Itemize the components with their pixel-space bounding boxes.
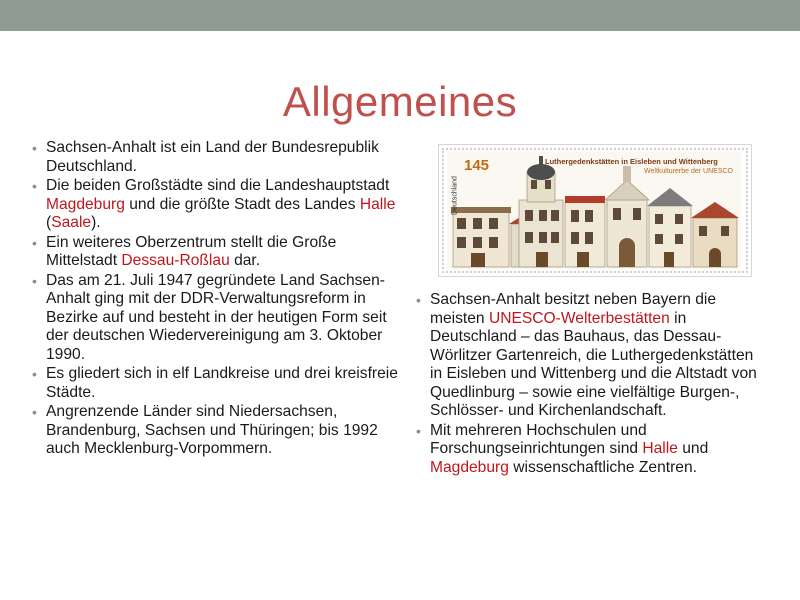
link-text[interactable]: Magdeburg (430, 458, 509, 476)
bullet-item (416, 291, 766, 421)
bullet-item (32, 272, 402, 365)
link-text[interactable]: UNESCO-Welterbestätten (488, 309, 670, 327)
bullet-text: Angrenzende Länder sind Niedersachsen, Brandenburg, Sachsen und Thüringen; bis 1992 auch Mecklenburg-Vorpommern. (46, 403, 378, 457)
stamp-face (447, 152, 741, 269)
bullet-text: Sachsen-Anhalt besitzt neben Bayern die meisten (430, 291, 717, 327)
bullet-text: wissenschaftliche Zentren. (508, 458, 697, 476)
bullet-text: und (677, 440, 709, 457)
bullet-text: und die größte Stadt des Landes (124, 195, 360, 213)
bullet-text: Ein weiteres Oberzentrum stellt die Große Mittelstadt (46, 233, 337, 269)
bullet-text: Das am 21. Juli 1947 gegründete Land Sachsen-Anhalt ging mit der DDR-Verwaltungsreform in Bezirke auf und besteht in der heutigen Form seit der deutschen Wiedervereinigung am 3. Oktober 1990. (46, 271, 387, 363)
link-text[interactable]: Halle (359, 195, 396, 213)
bullet-item (32, 177, 402, 233)
bullet-text: Mit mehreren Hochschulen und Forschungseinrichtungen sind (430, 421, 647, 457)
top-bar (0, 0, 800, 31)
bullet-item (32, 403, 402, 459)
bullet-item (416, 422, 766, 478)
right-bullet-list (416, 291, 766, 478)
link-text[interactable]: Dessau-Roßlau (121, 252, 230, 269)
stamp-subcaption: Weltkulturerbe der UNESCO (644, 168, 733, 175)
bullet-text: in Deutschland – das Bauhaus, das Dessau-Wörlitzer Gartenreich, die Luthergedenkstätten in Eisleben und Wittenberg und die Altstadt von Quedlinburg – sowie eine vielfältige Burgen-, Schlösser- und Kirchenlandschaft. (430, 309, 757, 419)
bullet-text: dar. (229, 252, 261, 269)
bullet-text: Es gliedert sich in elf Landkreise und drei kreisfreie Städte. (46, 365, 398, 401)
bullet-text: ( (46, 214, 52, 231)
stamp-image (438, 144, 752, 277)
link-text[interactable]: Magdeburg (46, 195, 125, 213)
link-text[interactable]: Saale (51, 214, 92, 231)
bullet-item (32, 365, 402, 402)
link-text[interactable]: Halle (642, 440, 678, 457)
bullet-item (32, 139, 402, 176)
bullet-item (32, 234, 402, 271)
left-bullet-list (32, 139, 402, 460)
slide-title: Allgemeines (282, 78, 518, 125)
bullet-text: Die beiden Großstädte sind die Landeshauptstadt (46, 177, 390, 194)
stamp-denomination: 145 (464, 157, 490, 174)
bullet-text: ). (91, 214, 101, 231)
bullet-text: Sachsen-Anhalt ist ein Land der Bundesrepublik Deutschland. (46, 139, 379, 175)
stamp-caption: Luthergedenkstätten in Eisleben und Wittenberg (545, 157, 718, 166)
stamp-country: Deutschland (451, 176, 459, 215)
